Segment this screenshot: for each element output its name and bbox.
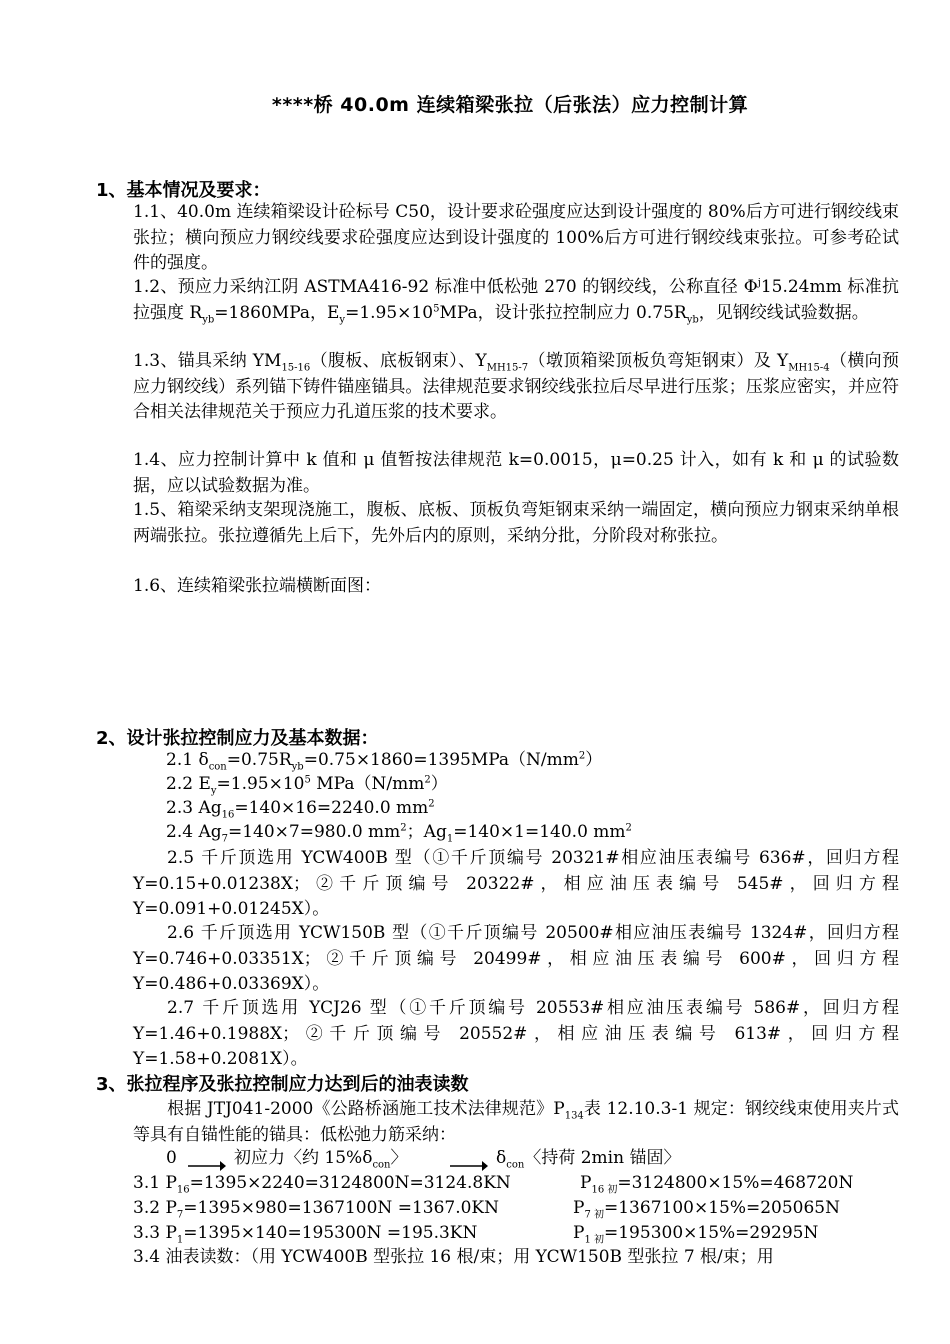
- line-3-1: 3.1 $P_{16}=1395\times 2240=3124800N=3124.8KN$: [133, 1173, 511, 1196]
- line-3-2: 3.2 $P_7=1395\times 980=1367100N =1367.0KN$: [133, 1198, 500, 1221]
- paragraph-1-3: 1.3、锚具采纳 $YM_{15-16}$（腹板、底板钢束）、$Y_{MH15-7}$（墩顶箱梁顶板负弯矩钢束）及 $Y_{MH15-4}$（横向预应力钢绞线）系列锚下铸件锚座锚具。法律规范要求钢绞线张拉后尽早进行压浆；压浆应密实，并应符合相关法律规范关于预应力孔道压浆的技术要求。: [133, 351, 899, 423]
- paragraph-1-4: 1.4、应力控制计算中 k 值和 μ 值暂按法律规范 k=0.0015，μ=0.25 计入，如有 k 和 μ 的试验数据，应以试验数据为准。: [133, 450, 899, 496]
- paragraph-3-intro: 根据 JTJ041-2000《公路桥涵施工技术法律规范》$P_{134}$表 12.10.3-1 规定：钢绞线束使用夹片式等具有自锚性能的锚具：低松弛力筋采纳：: [133, 1099, 899, 1145]
- line-3-1-initial: $P_{16 初}=3124800\times 15\%=468720N$: [580, 1173, 854, 1196]
- section-3-heading: 3、张拉程序及张拉控制应力达到后的油表读数: [96, 1074, 469, 1095]
- arrow-right-icon: [186, 1152, 226, 1172]
- paragraph-1-1: 1.1、40.0m 连续箱梁设计砼标号 C50，设计要求砼强度应达到设计强度的 80%后方可进行钢绞线束张拉；横向预应力钢绞线要求砼强度应达到设计强度的 100%后方可进行钢绞线束张拉。可参考砼试件的强度。: [133, 202, 899, 274]
- paragraph-2-5: 2.5 千斤顶选用 YCW400B 型（①千斤顶编号 20321#相应油压表编号 636#，回归方程 Y=0.15+0.01238X；②千斤顶编号 20322#，相应油压表编号 545#，回归方程 Y=0.091+0.01245X）。: [133, 848, 899, 920]
- paragraph-1-2: 1.2、预应力采纳江阴 ASTMA416-92 标准中低松弛 270 的钢绞线，公称直径 $\Phi^j15.24mm$ 标准抗拉强度 $R_{yb}=1860MPa$，$E_y=1.95\times 10^5MPa$，设计张拉控制应力 $0.75R_{yb}$，见钢绞线试验数据。: [133, 277, 900, 326]
- line-2-3: 2.3 $Ag_{16}=140\times 16=2240.0$ $mm^2$: [166, 798, 435, 821]
- sequence-start: 0: [166, 1148, 177, 1168]
- sequence-control-stress: $\delta_{con}$〈持荷 2min 锚固〉: [496, 1148, 681, 1171]
- line-3-3: 3.3 $P_1=1395\times 140=195300N =195.3KN$: [133, 1223, 478, 1246]
- paragraph-2-6: 2.6 千斤顶选用 YCW150B 型（①千斤顶编号 20500#相应油压表编号 1324#，回归方程 Y=0.746+0.03351X；②千斤顶编号 20499#，相应油压表编号 600#，回归方程 Y=0.486+0.03369X）。: [133, 923, 899, 995]
- line-2-2: 2.2 $E_y=1.95\times 10^5$ $MPa(N/mm^2)$: [166, 774, 448, 797]
- line-3-2-initial: $P_{7 初}=1367100\times 15\%=205065N$: [573, 1198, 840, 1221]
- arrow-right-icon: [448, 1152, 488, 1172]
- line-3-3-initial: $P_{1 初}=195300\times 15\%=29295N$: [573, 1223, 819, 1246]
- section-2-heading: 2、设计张拉控制应力及基本数据：: [96, 728, 379, 749]
- line-3-4: 3.4 油表读数：（用 YCW400B 型张拉 16 根/束；用 YCW150B 型张拉 7 根/束；用: [133, 1247, 774, 1267]
- paragraph-1-6: 1.6、连续箱梁张拉端横断面图：: [133, 576, 382, 596]
- sequence-initial-stress: 初应力〈约 $15\%\delta_{con}$〉: [234, 1148, 408, 1171]
- line-2-1: 2.1 $\delta_{con}=0.75R_{yb}=0.75\times 1860=1395MPa(N/mm^2)$: [166, 750, 603, 773]
- line-2-4: 2.4 $Ag_7=140\times 7=980.0$ $mm^2$；$Ag_1=140\times 1=140.0$ $mm^2$: [166, 822, 632, 845]
- paragraph-2-7: 2.7 千斤顶选用 YCJ26 型（①千斤顶编号 20553#相应油压表编号 586#，回归方程 Y=1.46+0.1988X；②千斤顶编号 20552#，相应油压表编号 613#，回归方程 Y=1.58+0.2081X）。: [133, 998, 899, 1070]
- paragraph-1-5: 1.5、箱梁采纳支架现浇施工，腹板、底板、顶板负弯矩钢束采纳一端固定，横向预应力钢束采纳单根两端张拉。张拉遵循先上后下，先外后内的原则，采纳分批，分阶段对称张拉。: [133, 500, 899, 546]
- document-title: ****桥 40.0m 连续箱梁张拉（后张法）应力控制计算: [271, 94, 749, 116]
- section-1-heading: 1、基本情况及要求：: [96, 180, 271, 201]
